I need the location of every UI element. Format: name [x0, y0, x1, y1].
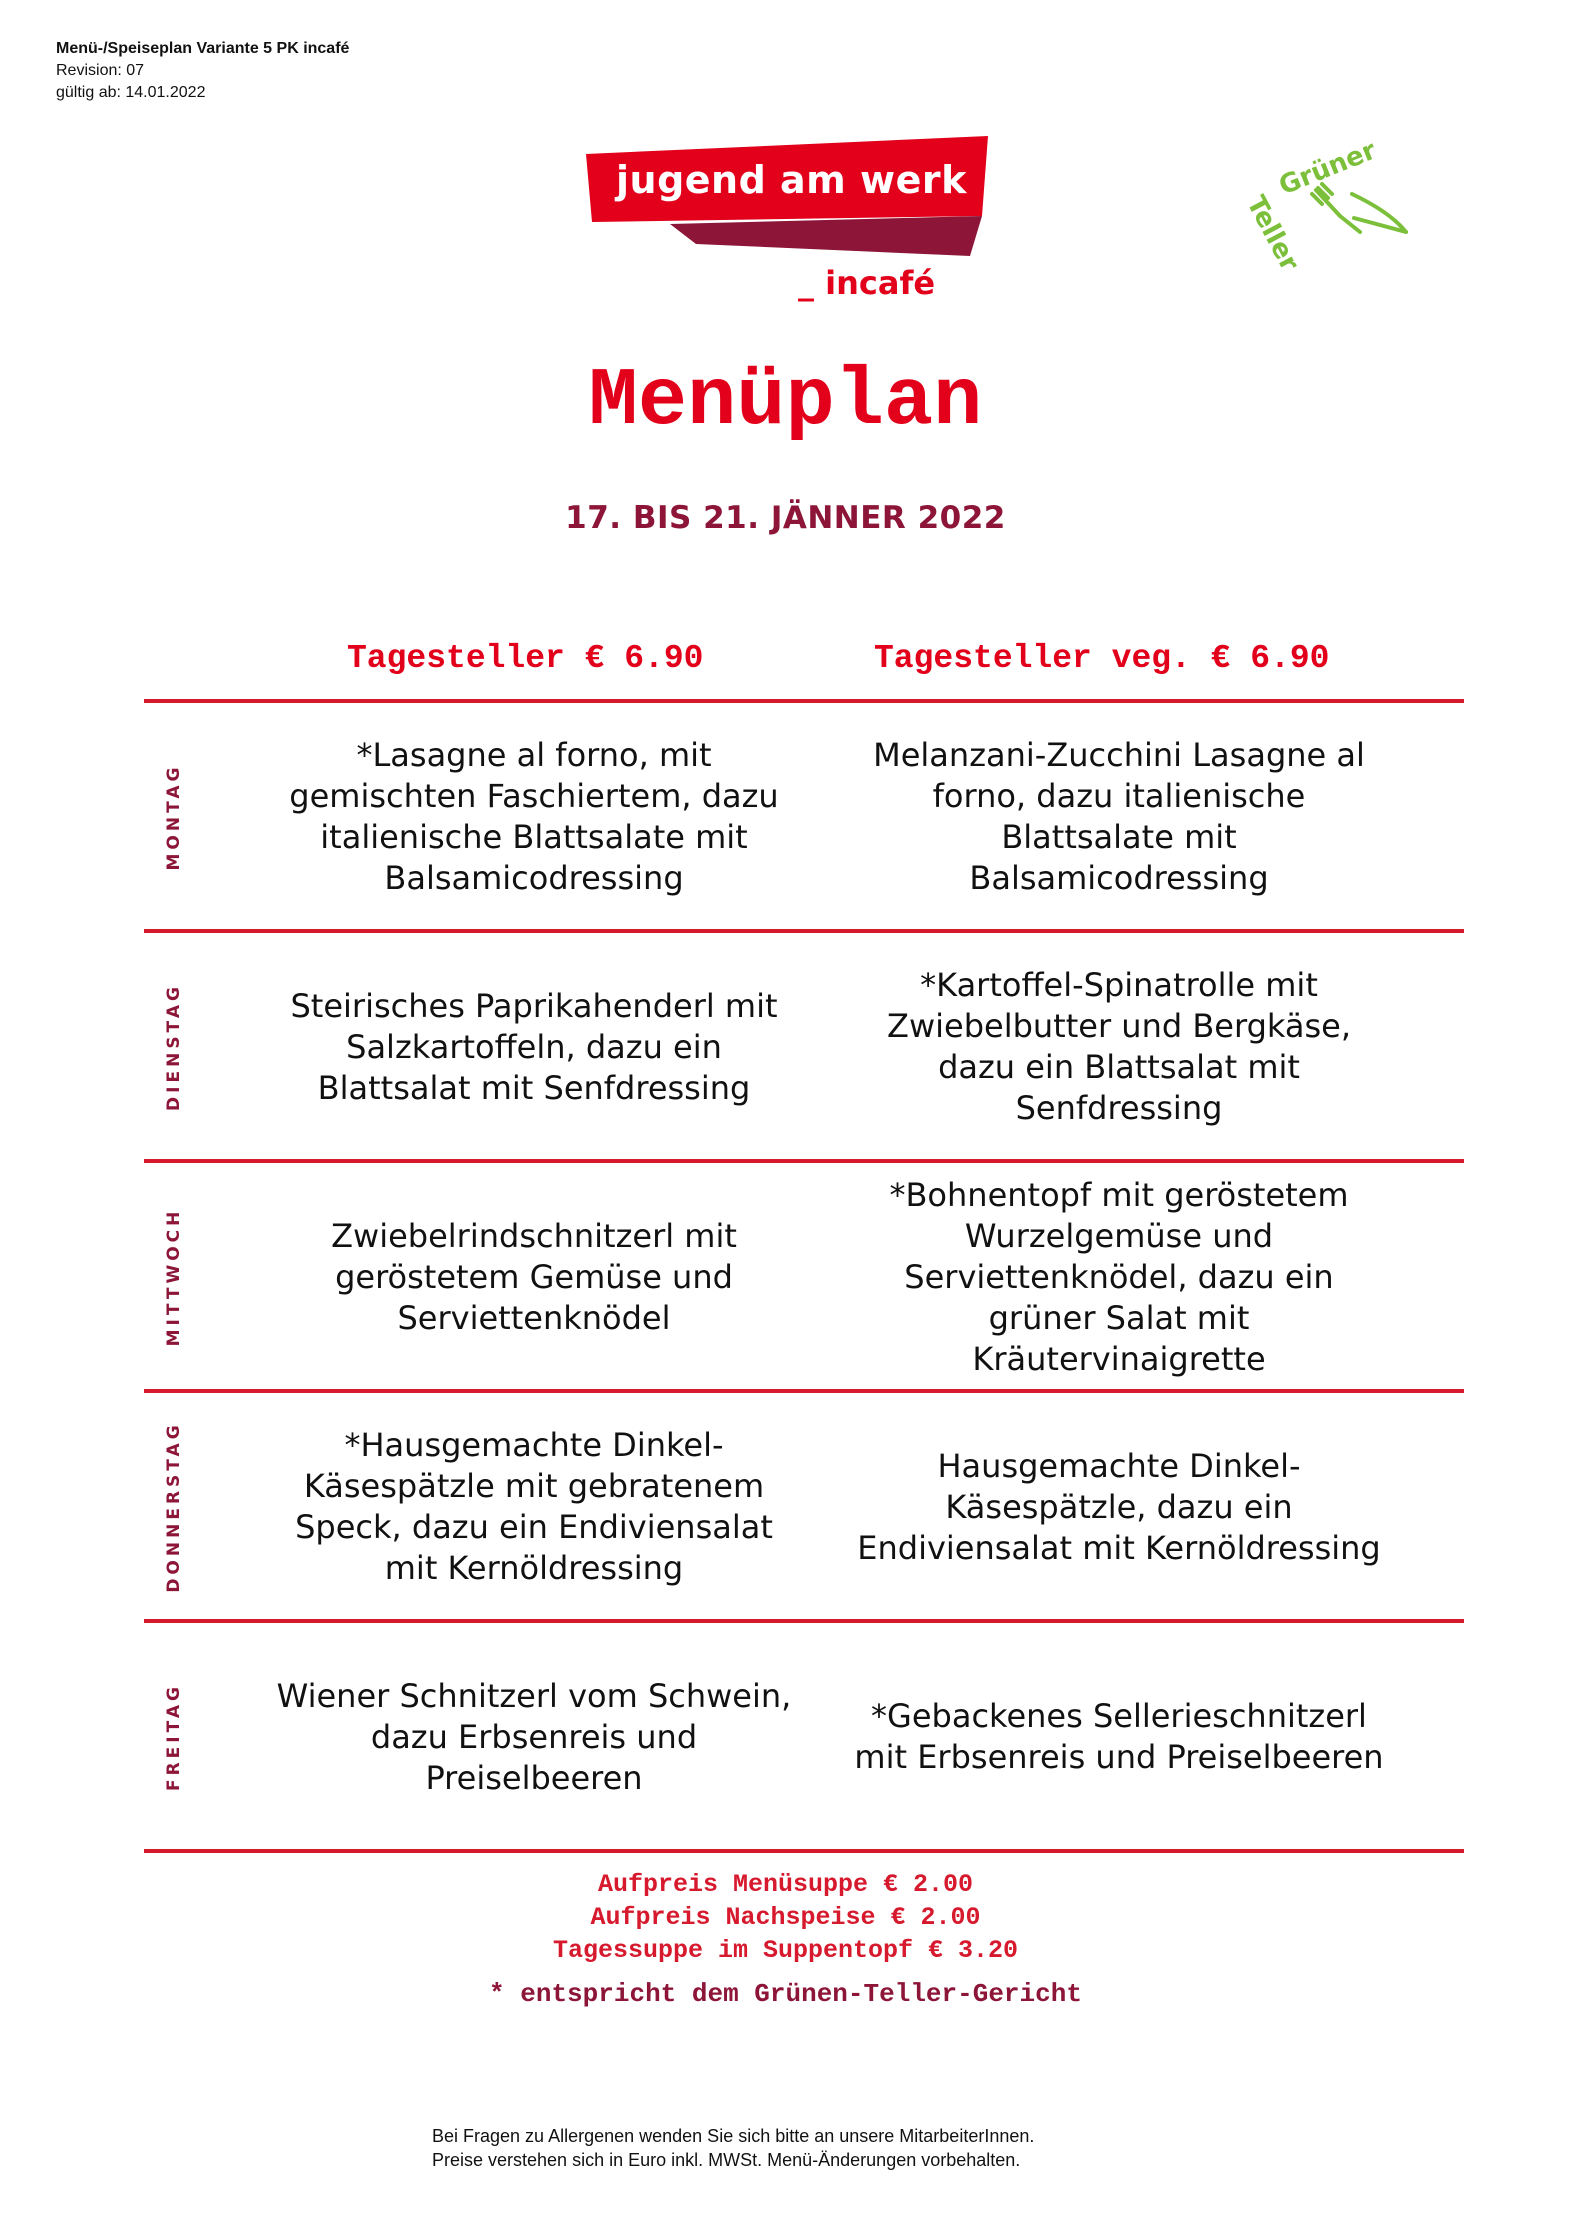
- document-title: Menü-/Speiseplan Variante 5 PK incafé: [56, 40, 350, 57]
- dish-tagesteller: [269, 1623, 799, 1851]
- dish-tagesteller: [269, 1163, 799, 1391]
- day-label: [144, 1163, 204, 1391]
- menu-row-dienstag: [144, 933, 1464, 1161]
- day-label: [144, 1393, 204, 1621]
- day-label: [144, 703, 204, 931]
- dish-tagesteller: [269, 703, 799, 931]
- fork-knife-icon: [1312, 184, 1406, 232]
- dish-text: *Gebackenes Sellerieschnitzerl mit Erbsenreis und Preiselbeeren: [854, 1697, 1384, 1776]
- logo-sub-text: _ incafé: [798, 264, 936, 302]
- gruener-teller-badge: [1240, 128, 1418, 278]
- page-title: Menüplan: [588, 355, 983, 448]
- surcharge-soup: Aufpreis Menüsuppe € 2.00: [597, 1870, 974, 1899]
- dish-tagesteller-veg: [854, 933, 1384, 1161]
- dish-tagesteller-veg: [854, 1163, 1384, 1391]
- badge-line2: Teller: [1240, 191, 1305, 276]
- dish-text: *Hausgemachte Dinkel-Käsespätzle mit gebratenem Speck, dazu ein Endiviensalat mit Kernöldressing: [295, 1426, 773, 1587]
- document-meta: [56, 38, 349, 104]
- menu-row-montag: [144, 703, 1464, 931]
- day-name: FREITAG: [164, 1682, 184, 1792]
- day-name: MONTAG: [164, 763, 184, 871]
- footer-price-note: Preise verstehen sich in Euro inkl. MWSt. Menü-Änderungen vorbehalten.: [432, 2150, 1021, 2170]
- day-name: MITTWOCH: [164, 1207, 184, 1347]
- column-header-tagesteller: Tagesteller € 6.90: [347, 640, 704, 677]
- footer-allergen-note: Bei Fragen zu Allergenen wenden Sie sich bitte an unsere MitarbeiterInnen.: [432, 2126, 1035, 2146]
- valid-from-label: gültig ab: 14.01.2022: [56, 84, 206, 101]
- dish-text: Zwiebelrindschnitzerl mit geröstetem Gemüse und Serviettenknödel: [331, 1216, 737, 1337]
- daily-soup-price: Tagessuppe im Suppentopf € 3.20: [552, 1936, 1019, 1965]
- dish-text: *Lasagne al forno, mit gemischten Faschiertem, dazu italienische Blattsalate mit Balsamicodressing: [289, 736, 779, 897]
- date-range: 17. BIS 21. JÄNNER 2022: [565, 500, 1006, 536]
- dish-text: Wiener Schnitzerl vom Schwein, dazu Erbsenreis und Preiselbeeren: [276, 1676, 792, 1797]
- badge-line1: Grüner: [1274, 135, 1381, 202]
- surcharges: [0, 1868, 1571, 1967]
- dish-tagesteller-veg: [854, 703, 1384, 931]
- menu-row-donnerstag: [144, 1393, 1464, 1621]
- column-header-tagesteller-veg: Tagesteller veg. € 6.90: [874, 640, 1330, 677]
- day-name: DIENSTAG: [164, 983, 184, 1111]
- dish-text: Steirisches Paprikahenderl mit Salzkartoffeln, dazu ein Blattsalat mit Senfdressing: [290, 986, 778, 1107]
- day-label: [144, 933, 204, 1161]
- dish-text: Melanzani-Zucchini Lasagne al forno, dazu italienische Blattsalate mit Balsamicodressing: [873, 736, 1365, 897]
- dish-text: *Kartoffel-Spinatrolle mit Zwiebelbutter und Bergkäse, dazu ein Blattsalat mit Senfdressing: [887, 966, 1351, 1127]
- gruener-teller-note: * entspricht dem Grünen-Teller-Gericht: [489, 1979, 1082, 2009]
- revision-label: Revision: 07: [56, 62, 145, 79]
- dish-tagesteller: [269, 1393, 799, 1621]
- dish-tagesteller-veg: [854, 1623, 1384, 1851]
- menu-row-freitag: [144, 1623, 1464, 1851]
- dish-tagesteller: [269, 933, 799, 1161]
- gruener-teller-logo: [1240, 128, 1418, 278]
- dish-text: Hausgemachte Dinkel-Käsespätzle, dazu ein Endiviensalat mit Kernöldressing: [857, 1446, 1381, 1567]
- dish-tagesteller-veg: [854, 1393, 1384, 1621]
- logo-brand-text: jugend am werk _: [616, 158, 967, 246]
- day-name: DONNERSTAG: [164, 1421, 184, 1593]
- jugend-am-werk-logo: [586, 132, 996, 307]
- surcharge-dessert: Aufpreis Nachspeise € 2.00: [590, 1903, 981, 1932]
- day-label: [144, 1623, 204, 1851]
- footer: [432, 2124, 1034, 2172]
- menu-row-mittwoch: [144, 1163, 1464, 1391]
- dish-text: *Bohnentopf mit geröstetem Wurzelgemüse und Serviettenknödel, dazu ein grüner Salat mit Kräutervinaigrette: [889, 1175, 1349, 1378]
